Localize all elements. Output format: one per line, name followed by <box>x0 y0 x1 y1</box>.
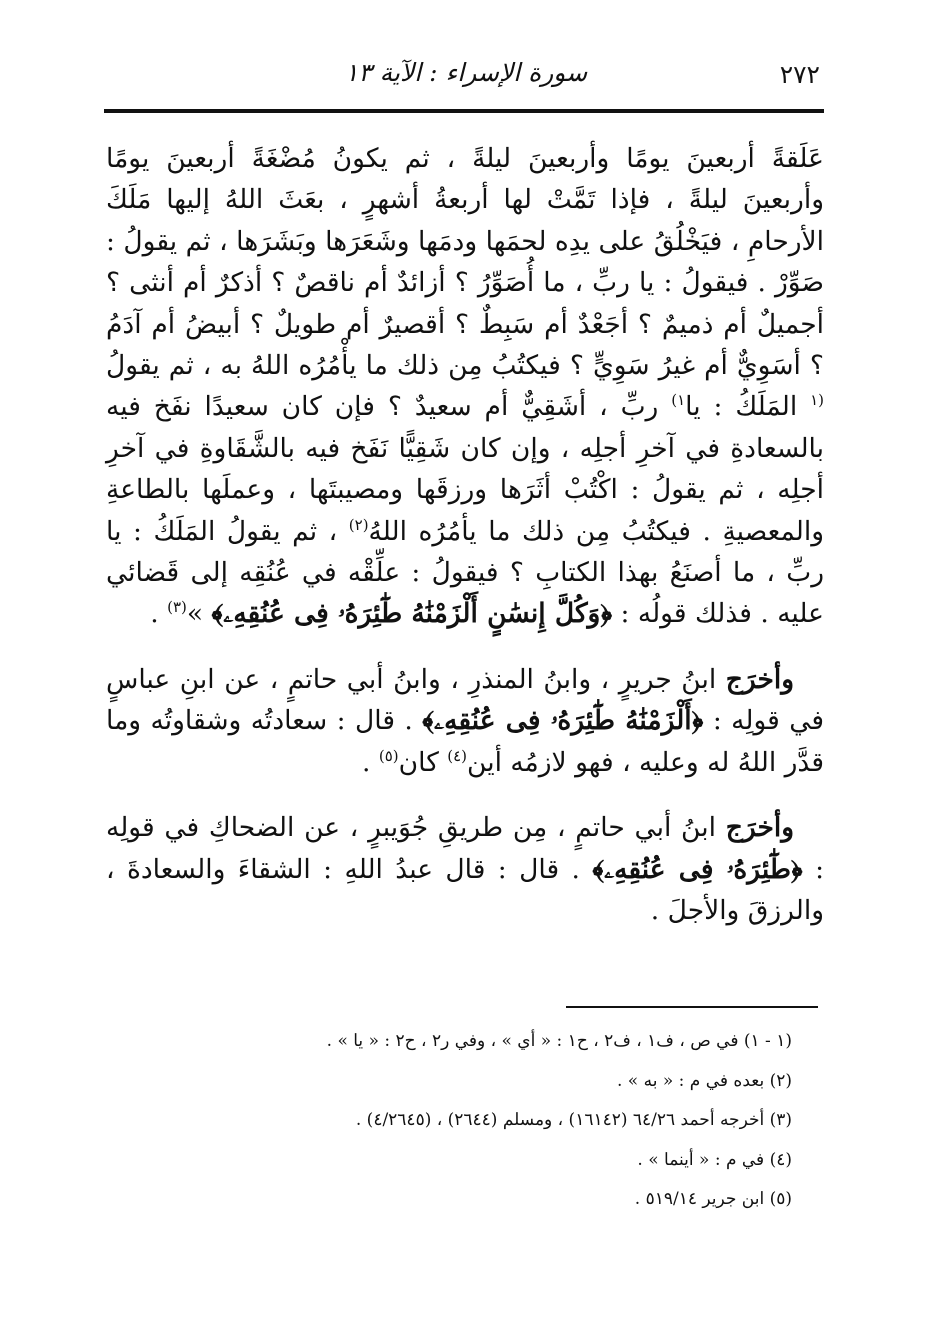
footnotes <box>180 1022 792 1220</box>
footnote-5: (٥) ابن جرير ٥١٩/١٤ . <box>634 1189 792 1209</box>
footnote-4: (٤) في م : « أينما » . <box>637 1149 792 1170</box>
text-segment: ربِّ ، أشَقِيٌّ أم سعيدٌ ؟ فإن كان سعيدًا نفَخ فيه بالسعادةِ في آخرِ أجلِه ، وإن كان شَقِيًّا نَفَخ فيه بالشَّقَاوةِ في آخرِ أجلِه ، ثم يقولُ : اكْتُبْ أثَرَها ورزقَها ومصيبتَها ، وعملَها بالطاعةِ والمعصيةِ . فيكتُبُ مِن ذلك ما يأمُرُه اللهُ <box>106 391 824 547</box>
quran-verse: ﴿طَٰٓئِرَهُۥ فِى عُنُقِهِۦ﴾ <box>592 853 803 885</box>
footnote-ref: (٣) <box>167 598 187 617</box>
text-segment: . <box>150 598 168 630</box>
footnote-ref: (٤) <box>447 746 468 765</box>
page-number: ٢٧٢ <box>779 60 820 89</box>
header-rule <box>104 109 824 113</box>
text-segment: . <box>362 746 379 778</box>
footnote-2: (٢) بعده في م : « به » . <box>616 1070 792 1091</box>
footnote-rule <box>566 1006 818 1008</box>
footnote-ref: ١) <box>671 391 686 410</box>
text-segment: كان <box>398 746 448 778</box>
footnote-ref: (٢) <box>348 515 369 534</box>
text-segment: . قال : سعادتُه وشقاوتُه وما قدَّر اللهُ له وعليه ، فهو لازمُه أين <box>106 705 824 778</box>
text-segment: ابنُ أبي حاتمٍ ، مِن طريقِ جُوَيبرٍ ، عن الضحاكِ في قولِه : <box>106 812 824 885</box>
paragraph-dahhak <box>106 807 824 931</box>
text-segment: المَلَكُ : يا <box>685 391 811 423</box>
footnote-ref: (١ <box>810 391 825 410</box>
paragraph-lead-word: وأخرَج <box>725 663 794 695</box>
page-header <box>112 58 820 102</box>
footnote-ref: (٥) <box>378 746 399 765</box>
paragraph-ibn-abbas <box>106 659 824 783</box>
text-segment: » <box>186 598 212 630</box>
quran-verse: ﴿وَكُلَّ إِنسَٰنٍ أَلْزَمْنَٰهُ طَٰٓئِرَهُۥ فِى عُنُقِهِۦ﴾ <box>211 598 613 630</box>
text-segment: ، ثم يقولُ المَلَكُ : يا ربِّ ، ما أصنَعُ بهذا الكتابِ ؟ فيقولُ : علِّقْه في عُنُقِه إلى قَضائي عليه . فذلك قولُه : <box>106 515 824 630</box>
text-segment: عَلَقةً أربعينَ يومًا وأربعينَ ليلةً ، ثم يكونُ مُضْغَةً أربعينَ يومًا وأربعينَ ليلةً ، فإذا تَمَّتْ لها أربعةُ أشهرٍ ، بعَثَ اللهُ إليها مَلَكَ الأرحامِ ، فيَخْلُقُ على يدِه لحمَها ودمَها وشَعَرَها وبَشَرَها ، ثم يقولُ : صَوِّرْ . فيقولُ : يا ربِّ ، ما أُصَوِّرُ ؟ أزائدٌ أم ناقصٌ ؟ أذكرٌ أم أنثى ؟ أجميلٌ أم ذميمٌ ؟ أجَعْدٌ أم سَبِطٌ ؟ أقصيرٌ أم طويلٌ ؟ أبيضُ أم آدَمُ ؟ أسَوِيٌّ أم غيرُ سَوِيٍّ ؟ فيكتُبُ مِن ذلك ما يأْمُرُه اللهُ به ، ثم يقولُ <box>106 143 824 382</box>
body-text <box>106 138 824 931</box>
quran-verse: ﴿أَلْزَمْنَٰهُ طَٰٓئِرَهُۥ فِى عُنُقِهِۦ﴾ <box>422 705 704 737</box>
footnote-1: (١ - ١) في ص ، ف١ ، ف٢ ، ح١ : « أي » ، وفي ر٢ ، ح٢ : « يا » . <box>326 1031 792 1051</box>
footnote-3: (٣) أخرجه أحمد ٦٤/٢٦ (١٦١٤٢) ، ومسلم (٢٦٤٤) ، (٤/٢٦٤٥) . <box>355 1110 792 1130</box>
paragraph-hadith <box>106 138 824 635</box>
running-title: سورة الإسراء : الآية ١٣ <box>344 58 588 87</box>
paragraph-lead-word: وأخرَج <box>725 812 794 844</box>
text-segment: ابنُ جريرٍ ، وابنُ المنذرِ ، وابنُ أبي حاتمٍ ، عن ابنِ عباسٍ في قولِه : <box>106 663 824 737</box>
text-segment: . قال : قال عبدُ اللهِ : الشقاءَ والسعادةَ ، والرزقَ والأجلَ . <box>106 853 824 926</box>
